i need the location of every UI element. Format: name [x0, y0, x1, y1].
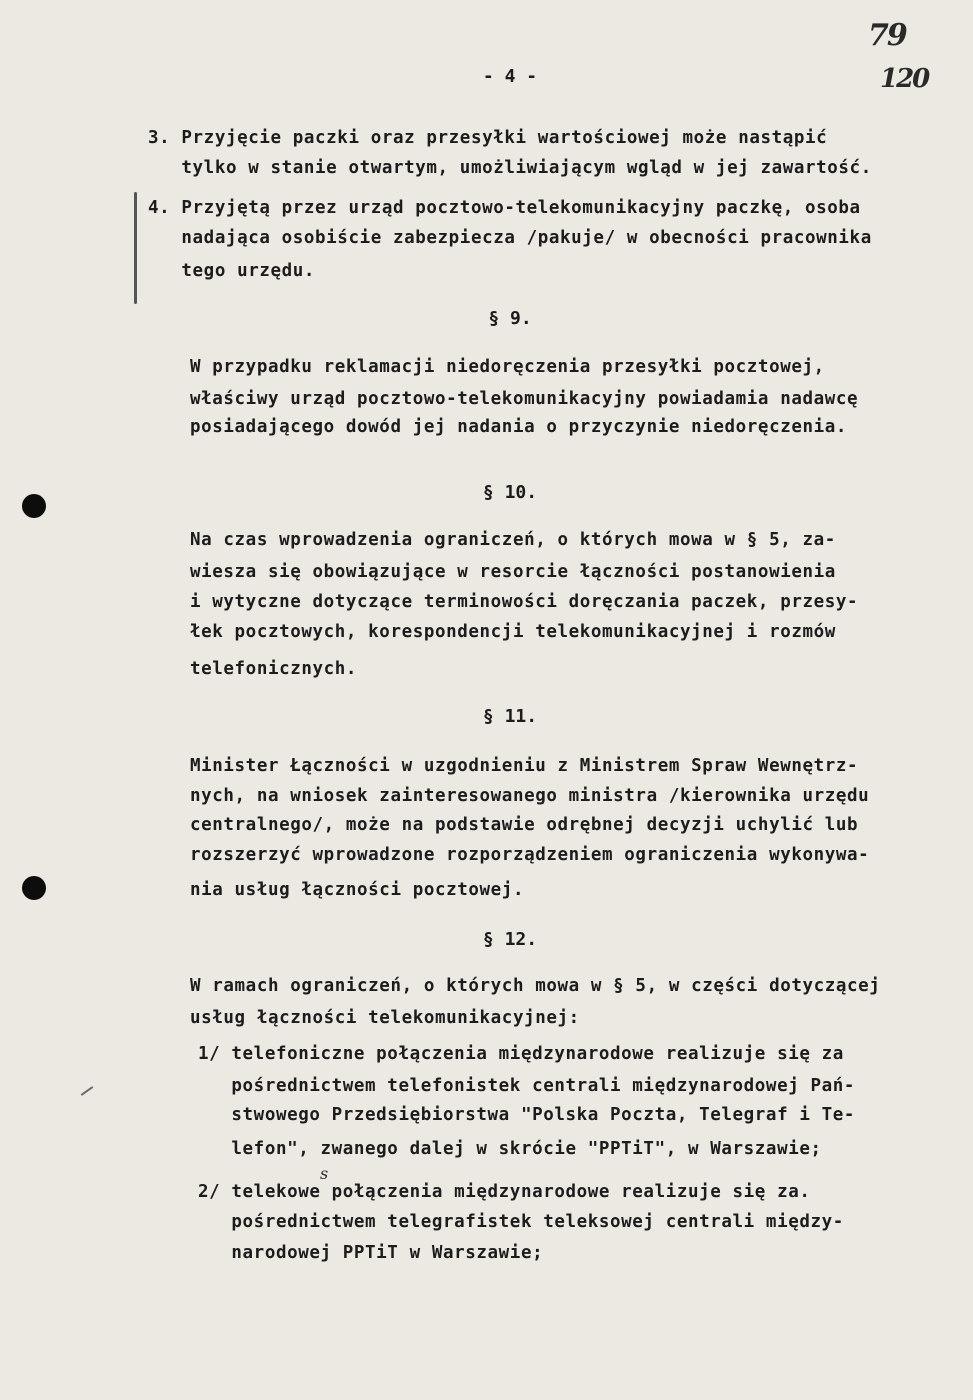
item-2-line-2: pośrednictwem telegrafistek teleksowej centrali między-: [198, 1212, 844, 1232]
section-10-line-5: telefonicznych.: [190, 659, 358, 679]
section-heading-11: § 11.: [482, 706, 538, 727]
item-2-line-1: 2/ telekowe połączenia międzynarodowe realizuje się za.: [198, 1182, 811, 1202]
section-10-line-4: łek pocztowych, korespondencji telekomunikacyjnej i rozmów: [190, 622, 836, 642]
section-12-line-2: usług łączności telekomunikacyjnej:: [190, 1008, 580, 1028]
handwritten-page-number: 120: [880, 64, 929, 94]
section-10-line-1: Na czas wprowadzenia ograniczeń, o których mowa w § 5, za-: [190, 530, 836, 550]
section-9-line-3: posiadającego dowód jej nadania o przyczynie niedoręczenia.: [190, 417, 848, 437]
handwritten-folio-number: 79: [868, 18, 906, 53]
item-4-line-2: nadająca osobiście zabezpiecza /pakuje/ w obecności pracownika: [148, 228, 872, 248]
page-number: - 4 -: [482, 66, 538, 87]
section-heading-9: § 9.: [488, 308, 532, 329]
section-9-line-2: właściwy urząd pocztowo-telekomunikacyjny powiadamia nadawcę: [190, 389, 859, 409]
item-3-line-1: 3. Przyjęcie paczki oraz przesyłki wartościowej może nastąpić: [148, 128, 828, 148]
section-10-line-2: wiesza się obowiązujące w resorcie łączności postanowienia: [190, 562, 836, 582]
item-4-line-3: tego urzędu.: [148, 261, 316, 281]
item-3-line-2: tylko w stanie otwartym, umożliwiającym wgląd w jej zawartość.: [148, 158, 872, 178]
section-11-line-3: centralnego/, może na podstawie odrębnej decyzji uchylić lub: [190, 815, 859, 835]
section-heading-10: § 10.: [482, 482, 538, 503]
punch-hole-bottom: [22, 876, 46, 900]
section-10-line-3: i wytyczne dotyczące terminowości doręczania paczek, przesy-: [190, 592, 859, 612]
section-9-line-1: W przypadku reklamacji niedoręczenia przesyłki pocztowej,: [190, 357, 825, 377]
margin-tick: [81, 1086, 94, 1096]
section-11-line-2: nych, na wniosek zainteresowanego ministra /kierownika urzędu: [190, 786, 870, 806]
item-1-line-2: pośrednictwem telefonistek centrali międzynarodowej Pań-: [198, 1076, 856, 1096]
section-12-line-1: W ramach ograniczeń, o których mowa w § 5, w części dotyczącej: [190, 976, 881, 996]
item-2-line-3: narodowej PPTiT w Warszawie;: [198, 1243, 544, 1263]
margin-mark: [134, 192, 137, 304]
section-11-line-1: Minister Łączności w uzgodnieniu z Ministrem Spraw Wewnętrz-: [190, 756, 859, 776]
section-11-line-5: nia usług łączności pocztowej.: [190, 880, 525, 900]
handwritten-correction: s: [320, 1164, 327, 1183]
item-4-line-1: 4. Przyjętą przez urząd pocztowo-telekomunikacyjny paczkę, osoba: [148, 198, 861, 218]
section-11-line-4: rozszerzyć wprowadzone rozporządzeniem ograniczenia wykonywa-: [190, 845, 870, 865]
section-heading-12: § 12.: [482, 929, 538, 950]
item-1-line-4: lefon", zwanego dalej w skrócie "PPTiT", w Warszawie;: [198, 1139, 822, 1159]
item-1-line-1: 1/ telefoniczne połączenia międzynarodowe realizuje się za: [198, 1044, 844, 1064]
item-1-line-3: stwowego Przedsiębiorstwa "Polska Poczta, Telegraf i Te-: [198, 1105, 856, 1125]
